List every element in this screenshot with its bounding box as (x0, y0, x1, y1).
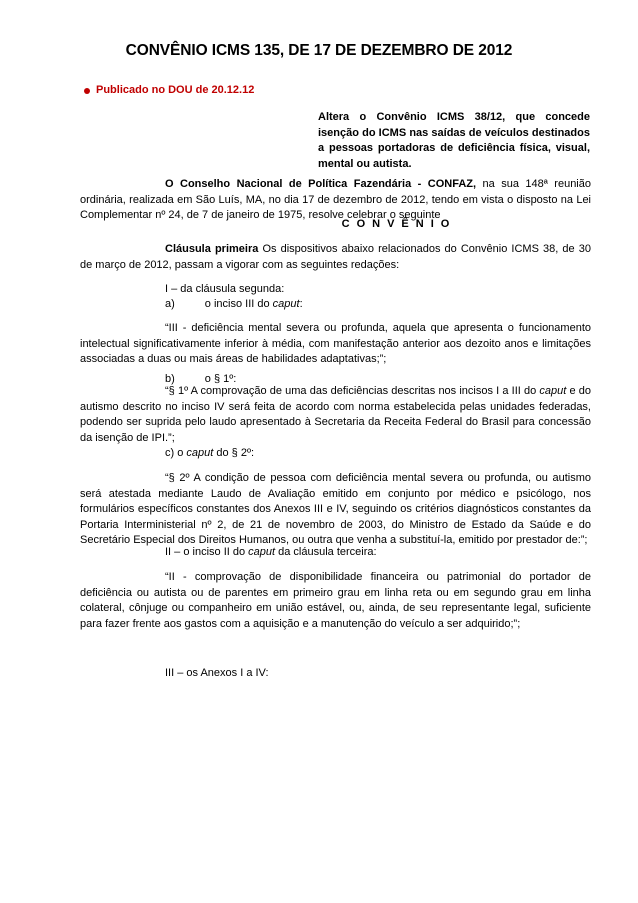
clausula-primeira (80, 242, 591, 273)
item-c-italic: caput (186, 447, 214, 459)
item-II (165, 545, 377, 561)
paragrafo-1 (80, 384, 591, 446)
bullet-icon (84, 88, 90, 94)
par1-post: e do autismo descrito no inciso IV será feita de acordo com norma estabelecida pelas unidades federadas, podendo ser suprida pelo laudo apresentado à Secretaria da Receita Federal do Brasil para concessão da isenção de IPI.”; (80, 385, 592, 444)
inciso-III-text: “III - deficiência mental severa ou profunda, aquela que apresenta o funcionamento intelectual significativamente inferior à média, com manifestação anterior aos dezoito anos e limitações associadas a duas ou mais áreas de habilidades adaptativas;”; (80, 322, 591, 365)
item-a-text: o inciso III do (204, 298, 273, 310)
item-II-italic: caput (248, 546, 276, 558)
item-b-text: o § 1º: (204, 373, 237, 385)
item-II-post: da cláusula terceira: (275, 546, 377, 558)
clausula-text: Os dispositivos abaixo relacionados do Convênio ICMS 38, de 30 de março de 2012, passam a vigorar com as seguintes redações: (80, 243, 591, 271)
clausula-label: Cláusula primeira (165, 243, 259, 255)
inciso-II-text: “II - comprovação de disponibilidade financeira ou patrimonial do portador de deficiência ou autista ou de parentes em primeiro grau em linha reta ou em segundo grau em linha colateral, cônjuge ou companheiro em união estável, ou, ainda, de seu representante legal, suficiente para fazer frente aos gastos com a aquisição e a manutenção do veículo a ser adquirido;”; (80, 571, 591, 630)
ementa: Altera o Convênio ICMS 38/12, que concede isenção do ICMS nas saídas de veículos destinados a pessoas portadoras de deficiência física, visual, mental ou autista. (318, 111, 590, 170)
item-b-letter: b) (165, 373, 175, 385)
convenio-heading: CONVÊNIO (341, 218, 457, 230)
item-a-italic: caput (272, 298, 300, 310)
item-I: I – da cláusula segunda: (165, 283, 285, 295)
item-a (165, 297, 303, 313)
paragrafo-2 (80, 471, 591, 549)
publication-note: Publicado no DOU de 20.12.12 (96, 84, 255, 96)
item-c (165, 446, 254, 462)
par2-text: “§ 2º A condição de pessoa com deficiência mental severa ou profunda, ou autismo será atestada mediante Laudo de Avaliação emitido em conjunto por médico e psicólogo, nos formulários específicos constantes dos Anexos III e IV, seguindo os critérios diagnósticos constantes da Portaria Interministerial nº 2, de 21 de novembro de 2003, do Ministro de Estado da Saúde e do Secretário Especial dos Direitos Humanos, ou outra que venha a substituí-la, emitido por prestador de:”; (80, 472, 591, 546)
item-a-post: : (299, 298, 303, 310)
par1-italic: caput (539, 385, 567, 397)
item-II-pre: II – o inciso II do (165, 546, 249, 558)
par1-pre: “§ 1º A comprovação de uma das deficiências descritas nos incisos I a III do (165, 385, 540, 397)
inciso-II (80, 570, 591, 632)
item-c-pre: c) o (165, 447, 187, 459)
item-III: III – os Anexos I a IV: (165, 667, 269, 679)
document-title: CONVÊNIO ICMS 135, DE 17 DE DEZEMBRO DE 2012 (125, 42, 513, 59)
inciso-III (80, 321, 591, 368)
item-c-post: do § 2º: (213, 447, 255, 459)
preamble (80, 177, 591, 224)
preamble-bold: O Conselho Nacional de Política Fazendária - CONFAZ, (165, 178, 477, 190)
item-a-letter: a) (165, 298, 175, 310)
preamble-text: na sua 148ª reunião ordinária, realizada em São Luís, MA, no dia 17 de dezembro de 2012, tendo em vista o disposto na Lei Complementar nº 24, de 7 de janeiro de 1975, resolve celebrar o seguinte (80, 178, 591, 221)
